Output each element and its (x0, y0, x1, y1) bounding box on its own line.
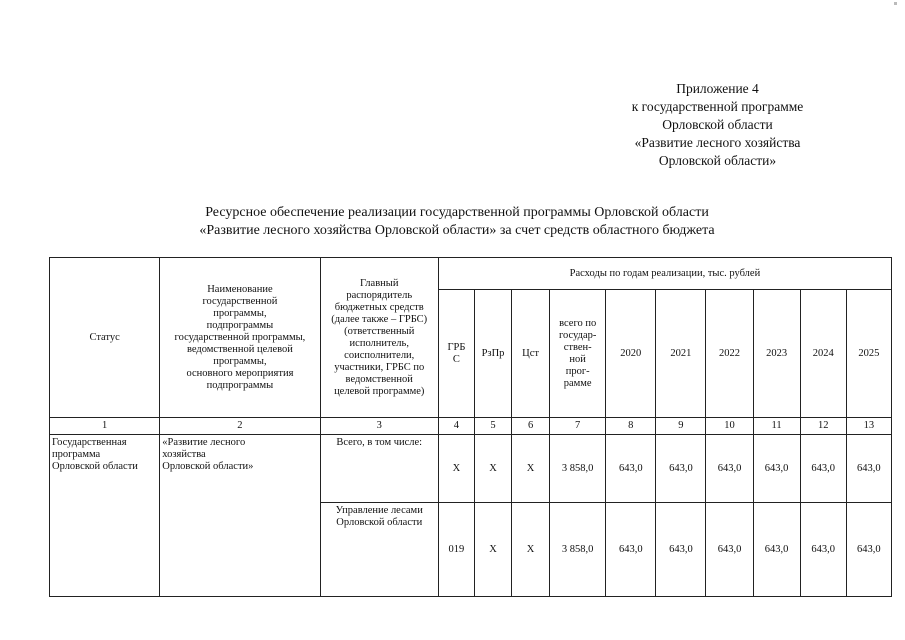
year-value-cell: 643,0 (656, 503, 706, 597)
column-number: 6 (512, 418, 550, 435)
table-row (50, 435, 892, 503)
header-cst: Цст (512, 290, 550, 418)
column-number: 2 (160, 418, 320, 435)
header-expenses: Расходы по годам реализации, тыс. рублей (438, 258, 891, 290)
header-grbs-code: ГРБ С (438, 290, 474, 418)
column-number: 7 (550, 418, 606, 435)
year-value-cell: 643,0 (753, 503, 800, 597)
header-grbs: Главный распорядитель бюджетных средств (далее также – ГРБС) (ответственный исполнитель, соисполнители, участники, ГРБС по ведомственной целевой программе) (320, 258, 438, 418)
program-name-cell: «Развитие лесного хозяйства Орловской области» (160, 435, 320, 597)
column-number: 5 (474, 418, 511, 435)
header-year: 2025 (846, 290, 891, 418)
column-number: 8 (606, 418, 656, 435)
appendix-block (600, 80, 835, 170)
column-number: 9 (656, 418, 706, 435)
year-value-cell: 643,0 (706, 503, 753, 597)
year-value-cell: 643,0 (800, 435, 846, 503)
header-year: 2022 (706, 290, 753, 418)
header-status: Статус (50, 258, 160, 418)
column-number: 1 (50, 418, 160, 435)
column-number: 12 (800, 418, 846, 435)
appendix-line: Орловской области» (658, 153, 777, 168)
rzpr-cell: Х (474, 435, 511, 503)
column-number: 4 (438, 418, 474, 435)
column-number: 13 (846, 418, 891, 435)
title-line-2: «Развитие лесного хозяйства Орловской области» за счет средств областного бюджета (199, 223, 715, 238)
year-value-cell: 643,0 (706, 435, 753, 503)
year-value-cell: 643,0 (753, 435, 800, 503)
header-rzpr: РзПр (474, 290, 511, 418)
grbs-code-cell: 019 (438, 503, 474, 597)
document-title (100, 204, 814, 240)
title-line-1: Ресурсное обеспечение реализации государственной программы Орловской области (205, 205, 709, 220)
column-number-row (50, 418, 892, 435)
header-total: всего по государ- ствен- ной прог- рамме (550, 290, 606, 418)
header-name: Наименование государственной программы, подпрограммы государственной программы, ведомственной целевой программы, основного мероприятия подпрограммы (160, 258, 320, 418)
grbs-code-cell: Х (438, 435, 474, 503)
header-year: 2023 (753, 290, 800, 418)
grbs-name-cell: Всего, в том числе: (320, 435, 438, 503)
total-cell: 3 858,0 (550, 503, 606, 597)
appendix-line: Приложение 4 (676, 81, 759, 96)
status-cell: Государственная программа Орловской области (50, 435, 160, 597)
appendix-line: к государственной программе (631, 99, 804, 114)
cst-cell: Х (512, 435, 550, 503)
appendix-line: «Развитие лесного хозяйства (634, 135, 801, 150)
column-number: 11 (753, 418, 800, 435)
header-year: 2020 (606, 290, 656, 418)
header-year: 2021 (656, 290, 706, 418)
resource-table (49, 257, 892, 597)
column-number: 10 (706, 418, 753, 435)
header-year: 2024 (800, 290, 846, 418)
year-value-cell: 643,0 (606, 435, 656, 503)
year-value-cell: 643,0 (846, 503, 891, 597)
column-number: 3 (320, 418, 438, 435)
year-value-cell: 643,0 (846, 435, 891, 503)
cst-cell: Х (512, 503, 550, 597)
year-value-cell: 643,0 (800, 503, 846, 597)
rzpr-cell: Х (474, 503, 511, 597)
year-value-cell: 643,0 (656, 435, 706, 503)
scan-mark (894, 2, 897, 5)
year-value-cell: 643,0 (606, 503, 656, 597)
grbs-name-cell: Управление лесами Орловской области (320, 503, 438, 597)
total-cell: 3 858,0 (550, 435, 606, 503)
appendix-line: Орловской области (662, 117, 773, 132)
